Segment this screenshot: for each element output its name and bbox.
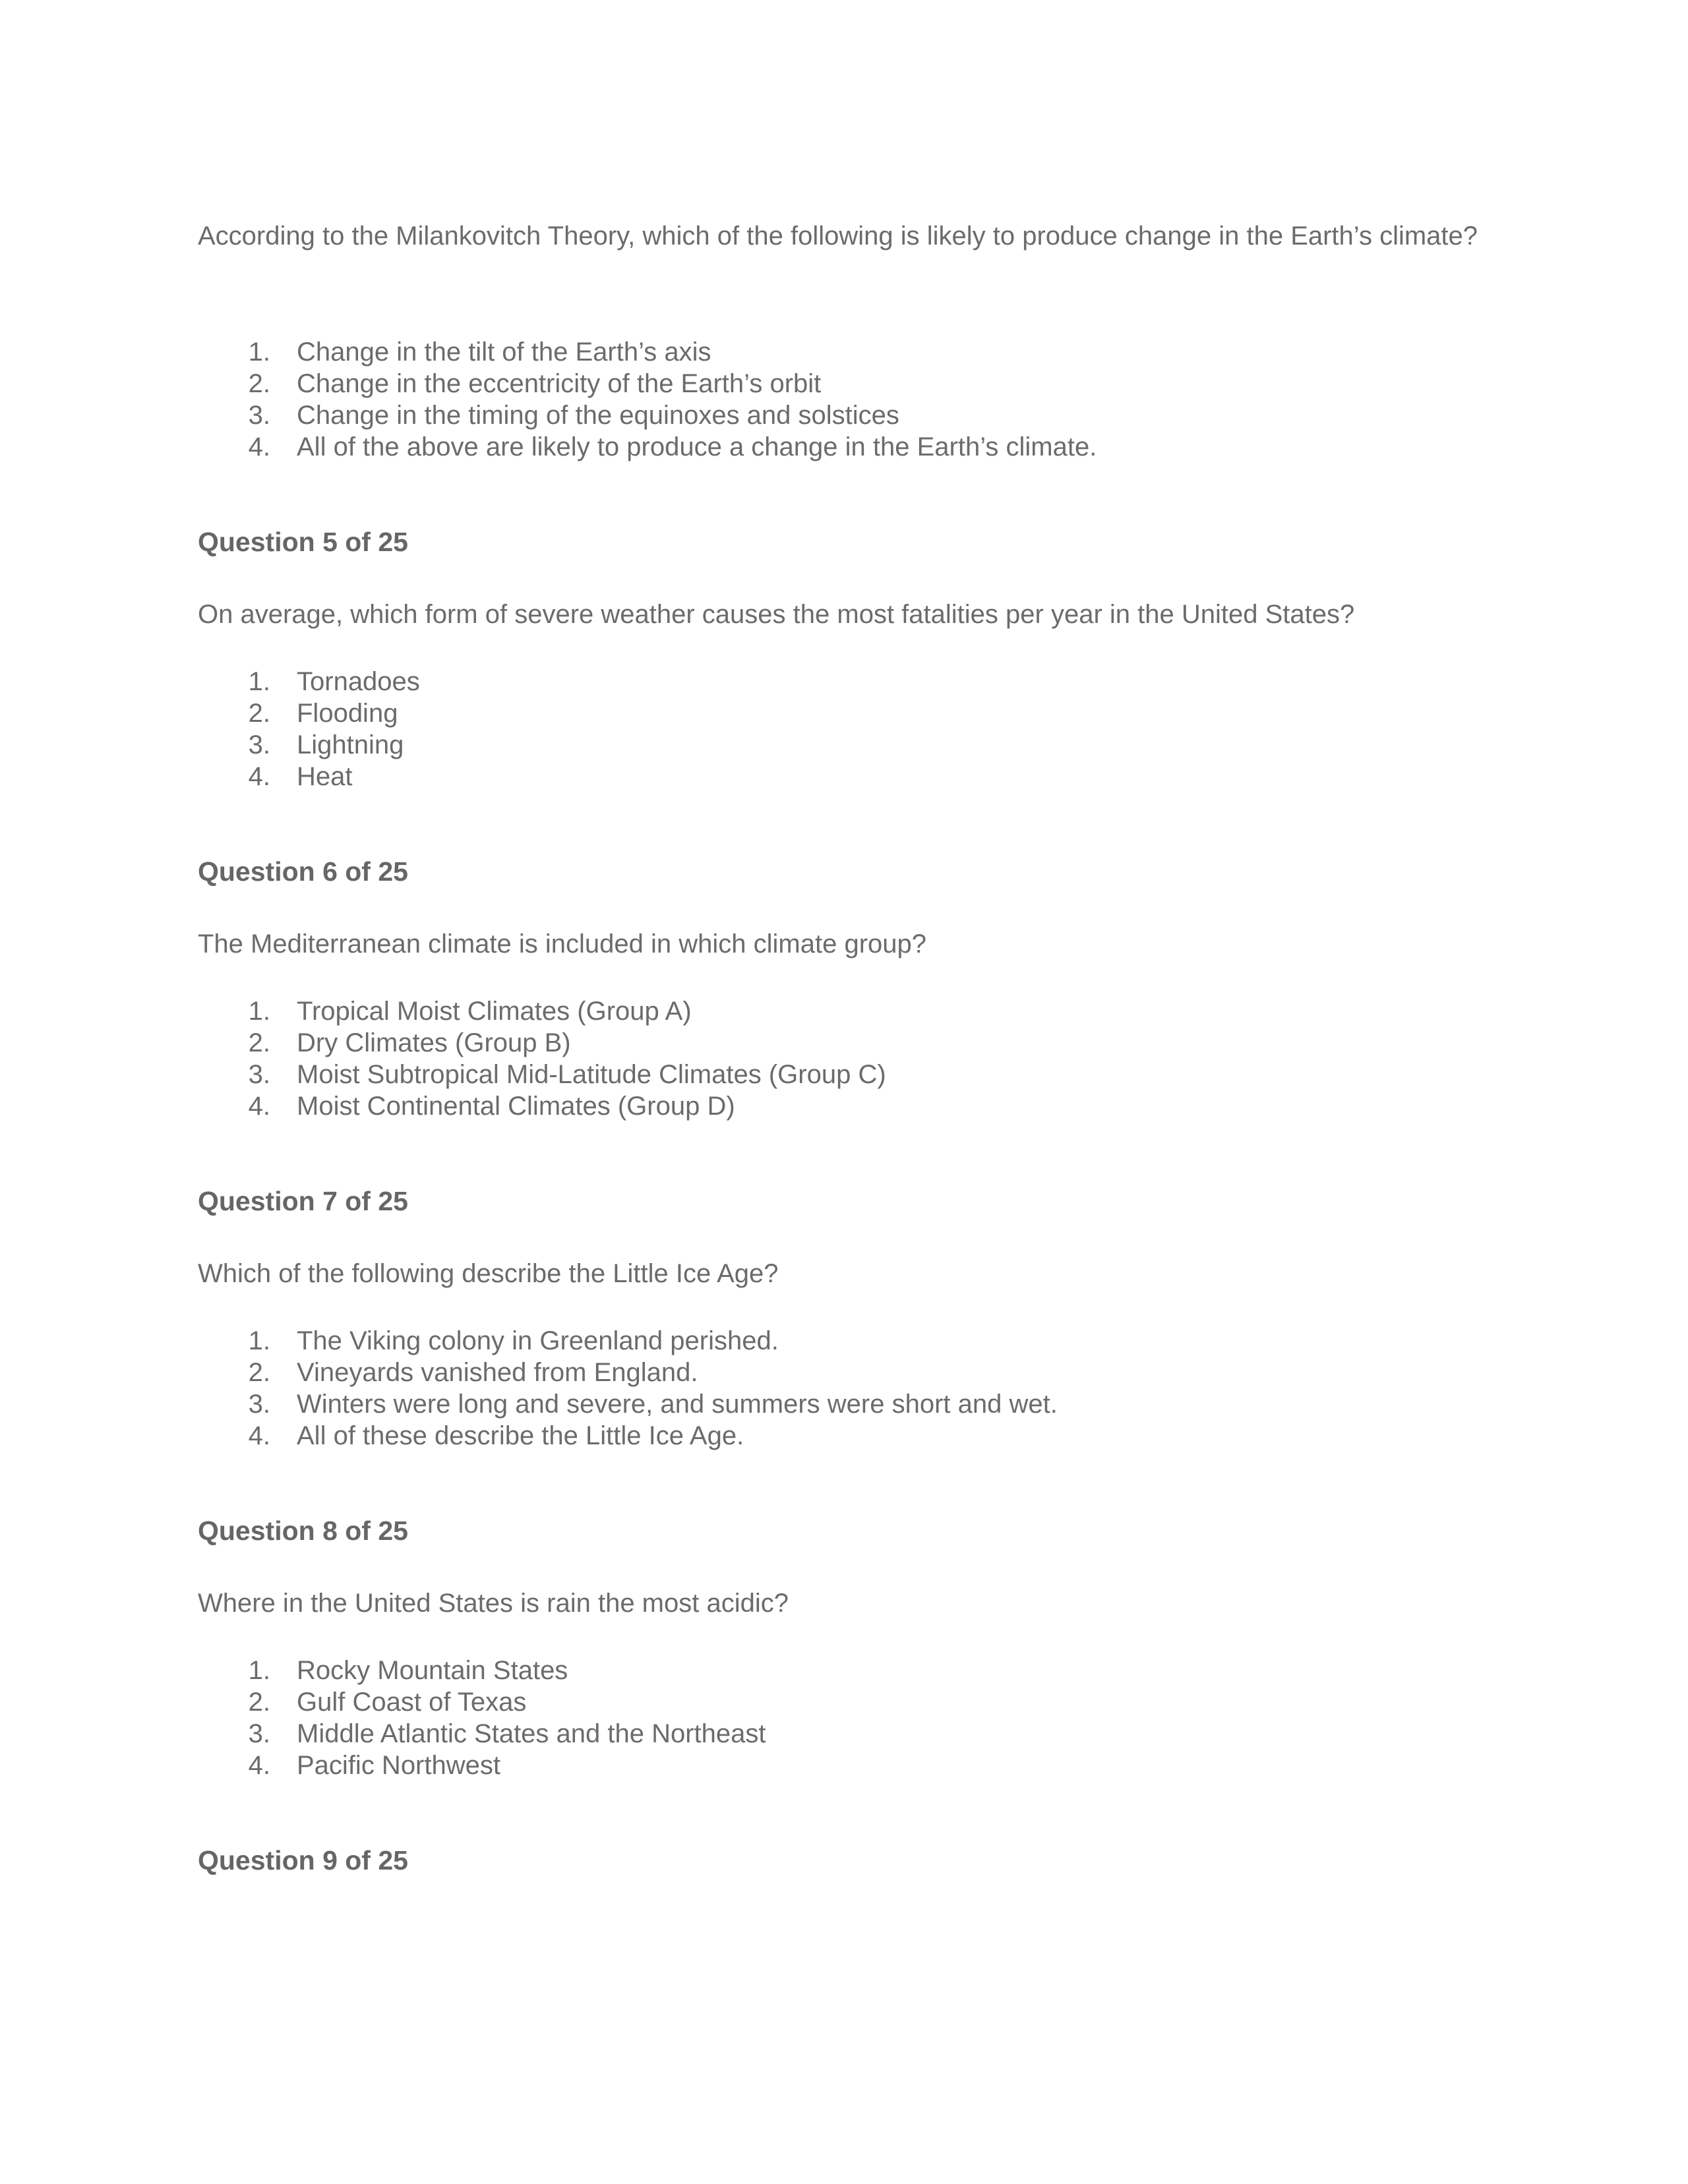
question-heading: Question 7 of 25 — [198, 1186, 408, 1216]
option-number: 2. — [248, 1028, 270, 1057]
option-number: 4. — [248, 1092, 270, 1121]
question-text: On average, which form of severe weather causes the most fatalities per year in the United States? — [198, 600, 1355, 629]
option-label: Moist Subtropical Mid-Latitude Climates (Group C) — [297, 1060, 886, 1089]
option-4 — [198, 761, 420, 792]
question-6 — [198, 855, 1490, 888]
option-label: All of the above are likely to produce a change in the Earth’s climate. — [297, 432, 1097, 461]
question-heading: Question 5 of 25 — [198, 527, 408, 557]
option-number: 3. — [248, 1060, 270, 1089]
option-number: 1. — [248, 667, 270, 696]
option-2 — [198, 1357, 1058, 1388]
option-label: Dry Climates (Group B) — [297, 1028, 571, 1057]
option-number: 2. — [248, 1688, 270, 1717]
option-1 — [198, 1655, 766, 1686]
option-1 — [198, 336, 1097, 368]
option-3 — [198, 1059, 886, 1090]
option-label: Vineyards vanished from England. — [297, 1358, 698, 1387]
option-2 — [198, 697, 420, 729]
option-label: Change in the eccentricity of the Earth’s orbit — [297, 369, 822, 398]
option-label: Change in the timing of the equinoxes and solstices — [297, 401, 899, 430]
option-label: Change in the tilt of the Earth’s axis — [297, 338, 711, 367]
option-label: Tornadoes — [297, 667, 420, 696]
option-number: 1. — [248, 338, 270, 367]
option-1 — [198, 1325, 1058, 1357]
option-1 — [198, 666, 420, 697]
option-label: Moist Continental Climates (Group D) — [297, 1092, 735, 1121]
option-3 — [198, 1388, 1058, 1420]
question-5-body — [198, 598, 1490, 631]
option-number: 4. — [248, 1421, 270, 1450]
option-3 — [198, 1718, 766, 1750]
question-heading: Question 8 of 25 — [198, 1516, 408, 1546]
answer-options — [198, 1325, 1058, 1452]
option-1 — [198, 995, 886, 1027]
option-label: Flooding — [297, 699, 398, 728]
option-4 — [198, 1420, 1058, 1452]
question-text: According to the Milankovitch Theory, which of the following is likely to produce change in the Earth’s climate? — [198, 221, 1478, 251]
question-text: Which of the following describe the Little Ice Age? — [198, 1259, 779, 1288]
answer-options — [198, 336, 1097, 463]
option-2 — [198, 1686, 766, 1718]
option-number: 2. — [248, 369, 270, 398]
option-label: Middle Atlantic States and the Northeast — [297, 1719, 766, 1748]
option-3 — [198, 729, 420, 761]
question-6-body — [198, 928, 1490, 960]
option-number: 3. — [248, 401, 270, 430]
question-text: The Mediterranean climate is included in which climate group? — [198, 930, 926, 959]
option-label: Gulf Coast of Texas — [297, 1688, 527, 1717]
question-8 — [198, 1514, 1490, 1547]
option-label: Rocky Mountain States — [297, 1656, 568, 1685]
option-number: 3. — [248, 1390, 270, 1419]
option-number: 1. — [248, 997, 270, 1026]
option-number: 1. — [248, 1326, 270, 1355]
question-text: Where in the United States is rain the most acidic? — [198, 1589, 789, 1618]
question-heading: Question 6 of 25 — [198, 856, 408, 887]
option-number: 1. — [248, 1656, 270, 1685]
answer-options — [198, 1655, 766, 1781]
option-label: Pacific Northwest — [297, 1751, 500, 1780]
option-label: The Viking colony in Greenland perished. — [297, 1326, 779, 1355]
question-7 — [198, 1185, 1490, 1218]
question-8-body — [198, 1587, 1490, 1620]
option-label: Winters were long and severe, and summers were short and wet. — [297, 1390, 1058, 1419]
option-label: Lightning — [297, 730, 404, 759]
option-4 — [198, 1750, 766, 1781]
option-number: 3. — [248, 730, 270, 759]
option-number: 2. — [248, 1358, 270, 1387]
option-number: 4. — [248, 762, 270, 791]
option-number: 4. — [248, 432, 270, 461]
option-label: All of these describe the Little Ice Age. — [297, 1421, 744, 1450]
option-number: 4. — [248, 1751, 270, 1780]
option-4 — [198, 1090, 886, 1122]
option-4 — [198, 431, 1097, 463]
option-2 — [198, 368, 1097, 399]
option-3 — [198, 399, 1097, 431]
option-number: 2. — [248, 699, 270, 728]
question-7-body — [198, 1257, 1490, 1290]
question-5 — [198, 525, 1490, 558]
option-label: Tropical Moist Climates (Group A) — [297, 997, 692, 1026]
option-number: 3. — [248, 1719, 270, 1748]
option-label: Heat — [297, 762, 353, 791]
option-2 — [198, 1027, 886, 1059]
question-heading: Question 9 of 25 — [198, 1845, 408, 1875]
question-9 — [198, 1844, 1490, 1877]
answer-options — [198, 666, 420, 792]
answer-options — [198, 995, 886, 1122]
